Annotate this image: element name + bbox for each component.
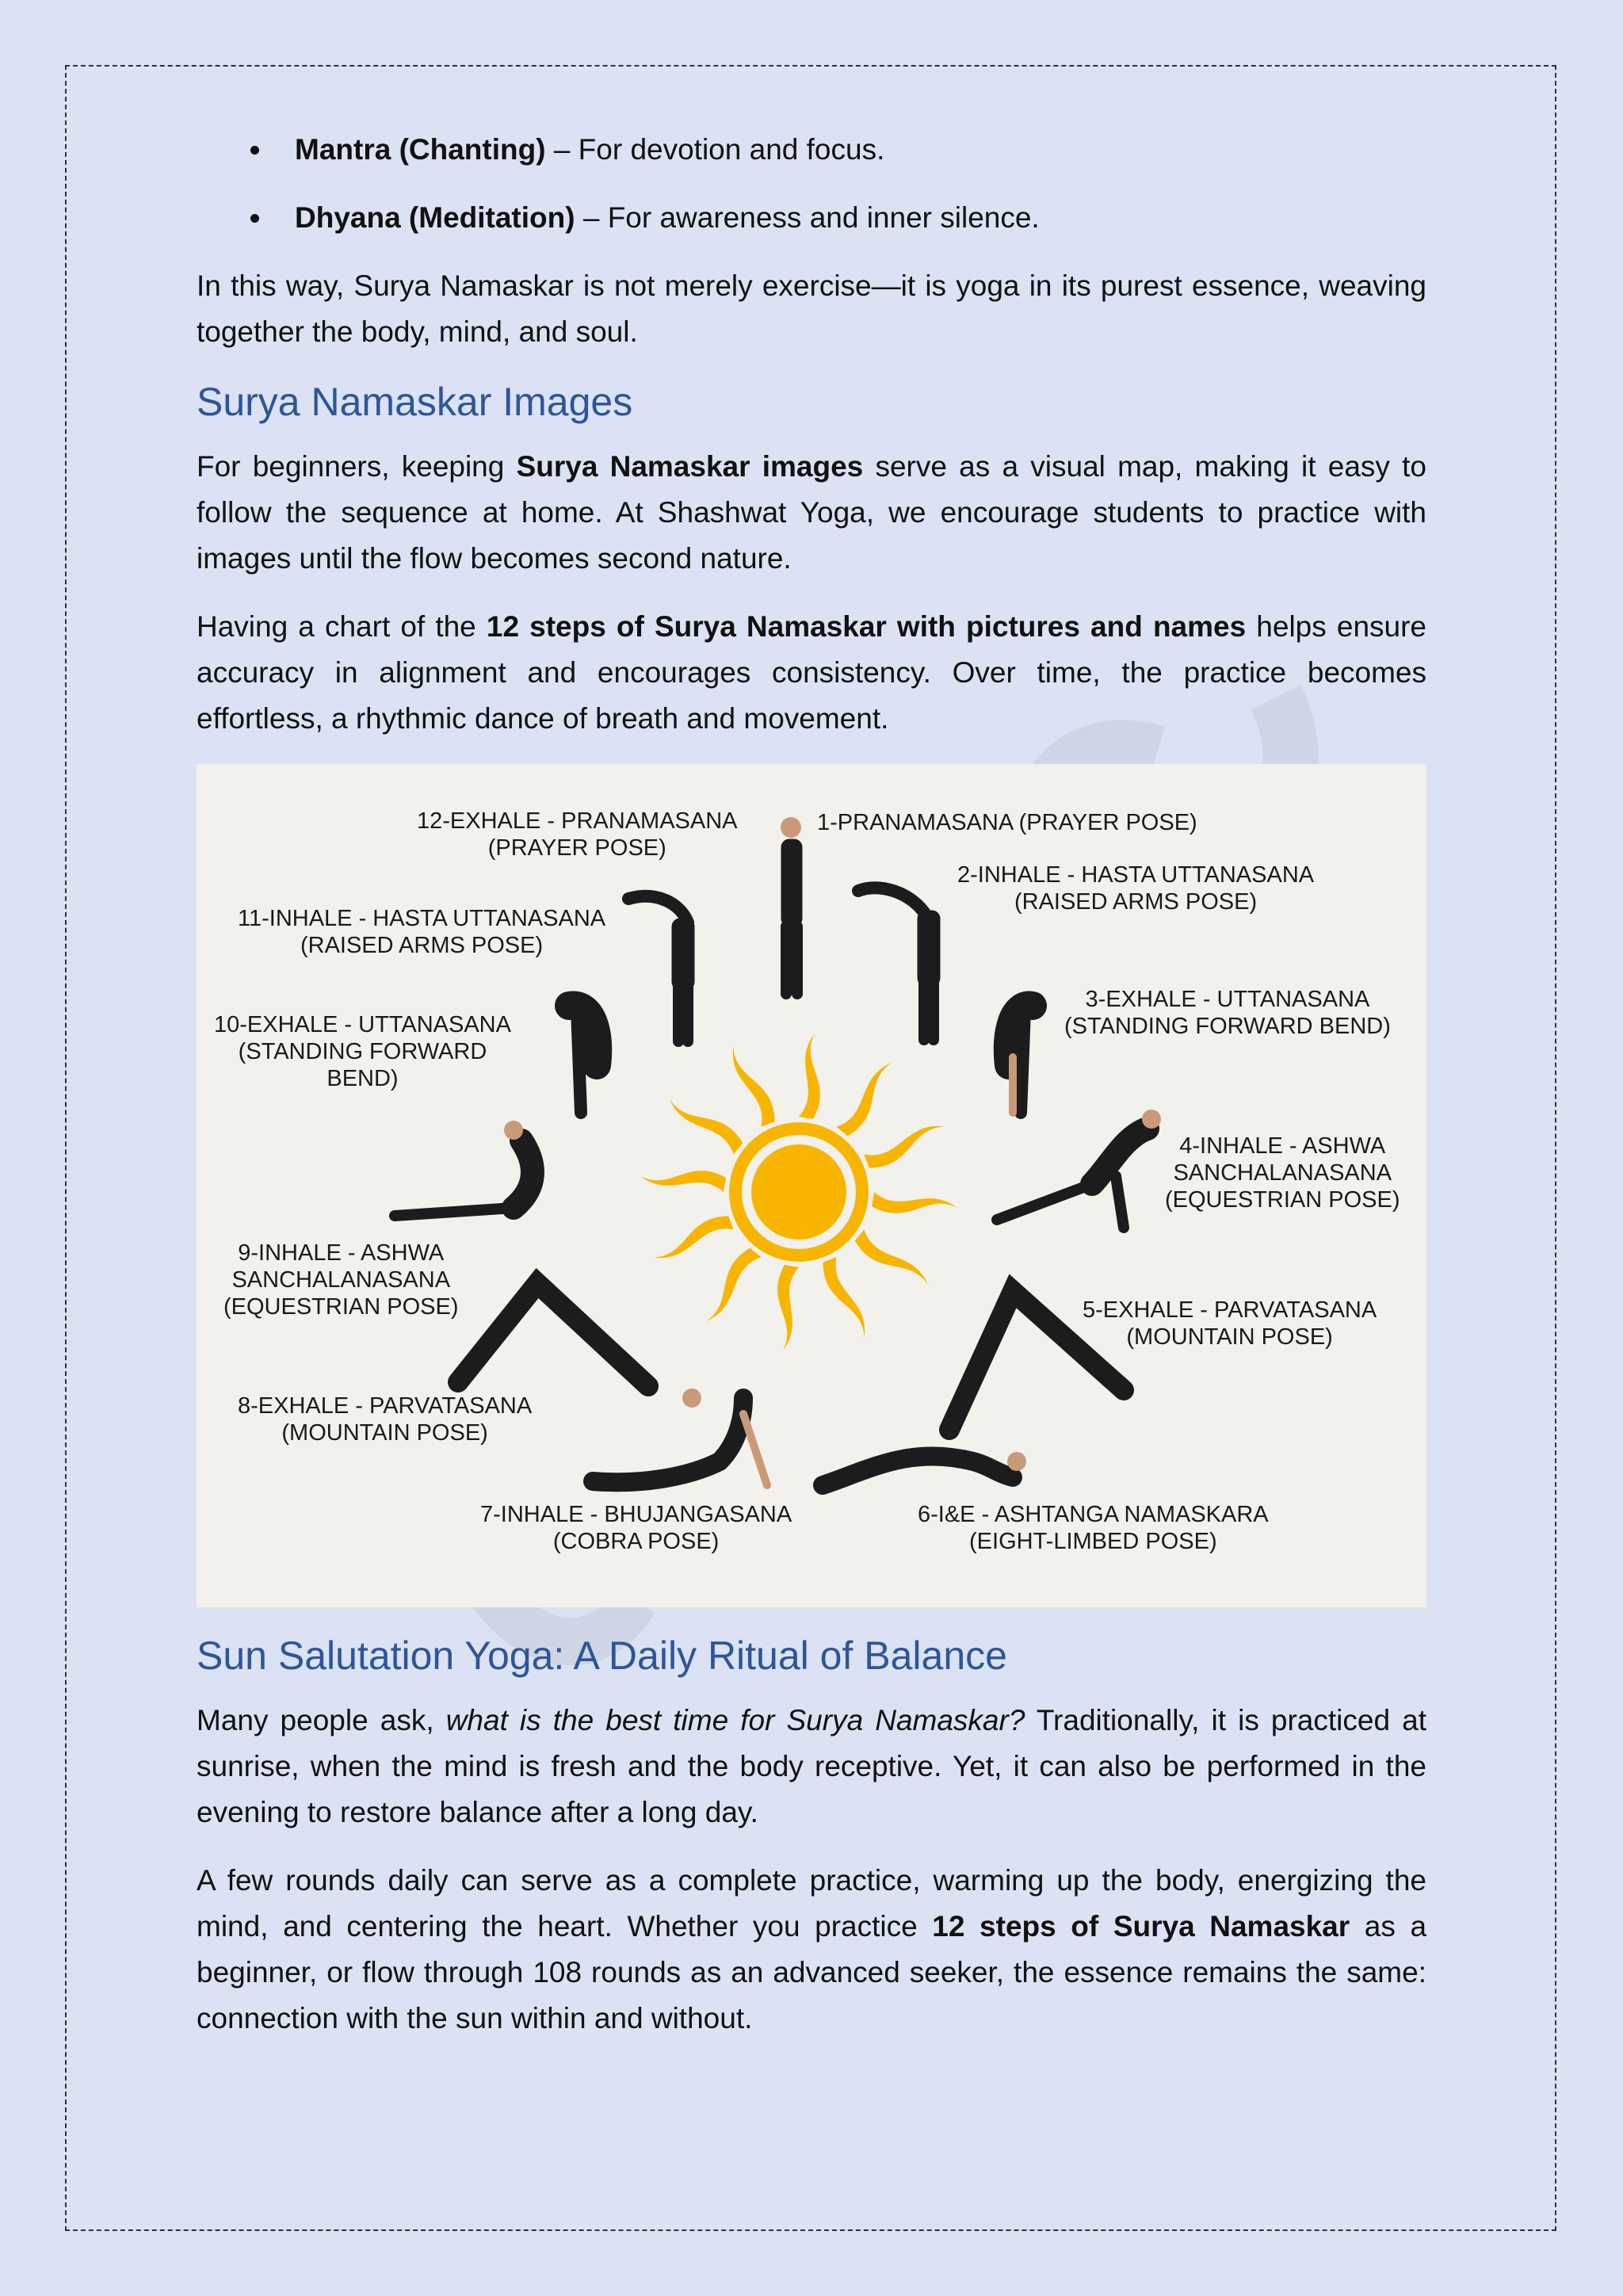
pose-label-10: 10-EXHALE - UTTANASANA (STANDING FORWARD BEND) bbox=[214, 1012, 511, 1091]
pose-label-5: 5-EXHALE - PARVATASANA (MOUNTAIN POSE) bbox=[1083, 1297, 1377, 1350]
pose-9-figure bbox=[395, 1121, 533, 1216]
pose-7-figure bbox=[593, 1389, 767, 1485]
intro-paragraph: In this way, Surya Namaskar is not merely exercise—it is yoga in its purest essence, weaving together the body, mind, and soul. bbox=[197, 269, 1426, 348]
pose-label-2: 2-INHALE - HASTA UTTANASANA (RAISED ARMS POSE) bbox=[957, 862, 1315, 915]
pose-4-figure bbox=[997, 1110, 1161, 1228]
pose-label-1: 1-PRANAMASANA (PRAYER POSE) bbox=[817, 810, 1197, 835]
list-item: Dhyana (Meditation) – For awareness and inner silence. bbox=[295, 195, 1426, 241]
pose-2-figure bbox=[858, 888, 940, 1040]
pose-label-9: 9-INHALE - ASHWA SANCHALANASANA (EQUESTRIAN POSE) bbox=[223, 1240, 459, 1320]
pose-10-figure bbox=[569, 1006, 598, 1113]
pose-label-6: 6-I&E - ASHTANGA NAMASKARA (EIGHT-LIMBED POSE) bbox=[918, 1502, 1269, 1554]
limb-list bbox=[197, 127, 1426, 241]
pose-11-figure bbox=[628, 896, 694, 1041]
surya-namaskar-chart bbox=[197, 764, 1426, 1607]
images-paragraph-1: For beginners, keeping Surya Namaskar images serve as a visual map, making it easy to follow the sequence at home. At Shashwat Yoga, we encourage students to practice with images until the flow becomes second nature. bbox=[197, 450, 1427, 575]
pose-label-7: 7-INHALE - BHUJANGASANA (COBRA POSE) bbox=[480, 1502, 792, 1554]
section-heading-sun-salutation: Sun Salutation Yoga: A Daily Ritual of Balance bbox=[197, 1633, 1007, 1678]
pose-8-figure bbox=[458, 1283, 648, 1386]
pose-label-4: 4-INHALE - ASHWA SANCHALANASANA (EQUESTRIAN POSE) bbox=[1165, 1133, 1400, 1213]
pose-label-8: 8-EXHALE - PARVATASANA (MOUNTAIN POSE) bbox=[238, 1393, 533, 1446]
list-item: Mantra (Chanting) – For devotion and focus. bbox=[295, 127, 1426, 173]
pose-1-figure bbox=[781, 817, 802, 994]
document-content bbox=[197, 127, 1426, 2064]
pose-6-figure bbox=[823, 1452, 1026, 1485]
sun-salutation-paragraph-2: A few rounds daily can serve as a complete practice, warming up the body, energizing the mind, and centering the heart. Whether you practice 12 steps of Surya Namaskar as a beginner, or flow through 108 rounds as an advanced seeker, the essence remains the same: connection with the sun within and without. bbox=[197, 1864, 1427, 2034]
pose-label-11: 11-INHALE - HASTA UTTANASANA (RAISED ARMS POSE) bbox=[238, 906, 606, 958]
pose-3-figure bbox=[1008, 1006, 1033, 1113]
images-paragraph-2: Having a chart of the 12 steps of Surya Namaskar with pictures and names helps ensure accuracy in alignment and encourages consistency. Over time, the practice becomes effortless, a rhythmic dance of breath and movement. bbox=[197, 610, 1426, 735]
pose-label-12: 12-EXHALE - PRANAMASANA (PRAYER POSE) bbox=[417, 808, 738, 861]
pose-label-3: 3-EXHALE - UTTANASANA (STANDING FORWARD BEND) bbox=[1064, 987, 1391, 1039]
section-heading-images: Surya Namaskar Images bbox=[197, 380, 633, 424]
sun-icon bbox=[640, 1033, 957, 1350]
sun-salutation-paragraph-1: Many people ask, what is the best time for Surya Namaskar? Traditionally, it is practiced at sunrise, when the mind is fresh and the body receptive. Yet, it can also be performed in the evening to restore balance after a long day. bbox=[197, 1704, 1426, 1828]
